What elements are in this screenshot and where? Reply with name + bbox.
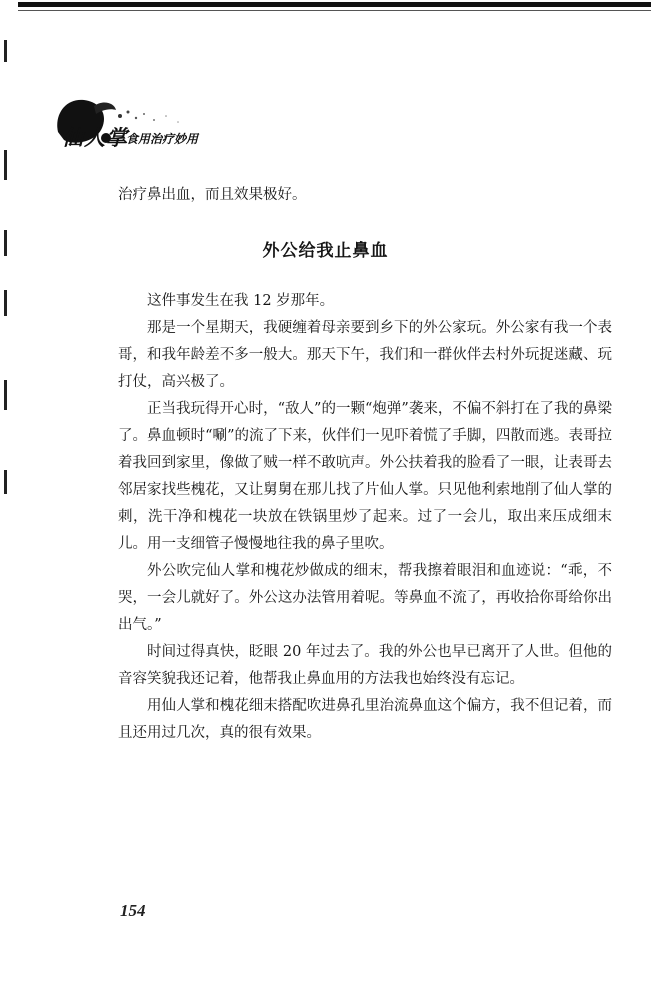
binding-mark <box>4 470 7 494</box>
paragraph: 外公吹完仙人掌和槐花炒做成的细末，帮我擦着眼泪和血迹说：“乖，不哭，一会儿就好了。外公这办法管用着呢。等鼻血不流了，再收拾你哥给你出出气。” <box>118 563 612 633</box>
top-border-rule <box>18 2 651 7</box>
paragraph: 那是一个星期天，我硬缠着母亲要到乡下的外公家玩。外公家有我一个表哥，和我年龄差不多一般大。那天下午，我们和一群伙伴去村外玩捉迷藏、玩打仗，高兴极了。 <box>118 320 612 390</box>
paragraph: 正当我玩得开心时，“敌人”的一颗“炮弹”袭来，不偏不斜打在了我的鼻梁了。鼻血顿时“唰”的流了下来，伙伴们一见吓着慌了手脚，四散而逃。表哥拉着我回到家里，像做了贼一样不敢吭声。外公扶着我的脸看了一眼，让表哥去邻居家找些槐花，又让舅舅在那儿找了片仙人掌。只见他利索地削了仙人掌的刺，洗干净和槐花一块放在铁锅里炒了起来。过了一会儿，取出来压成细末儿。用一支细管子慢慢地往我的鼻子里吹。 <box>118 401 612 552</box>
binding-mark <box>4 380 7 410</box>
continued-text-line: 治疗鼻出血，而且效果极好。 <box>118 187 307 203</box>
paragraph: 用仙人掌和槐花细末搭配吹进鼻孔里治流鼻血这个偏方，我不但记着，而且还用过几次，真的很有效果。 <box>118 698 612 741</box>
top-border-thin-rule <box>18 10 651 11</box>
binding-mark <box>4 40 7 62</box>
logo-subtitle: 食用治疗妙用 <box>126 132 199 146</box>
logo-title: 仙人掌 <box>62 126 128 150</box>
page-number: 154 <box>120 901 146 920</box>
binding-mark <box>4 150 7 180</box>
paragraph: 这件事发生在我 12 岁那年。 <box>147 293 335 309</box>
paragraph: 时间过得真快，眨眼 20 年过去了。我的外公也早已离开了人世。但他的音容笑貌我还记着，他帮我止鼻血用的方法我也始终没有忘记。 <box>118 644 612 687</box>
book-series-logo <box>44 92 244 172</box>
article-body <box>118 288 612 747</box>
binding-mark <box>4 290 7 316</box>
section-title: 外公给我止鼻血 <box>262 241 389 261</box>
